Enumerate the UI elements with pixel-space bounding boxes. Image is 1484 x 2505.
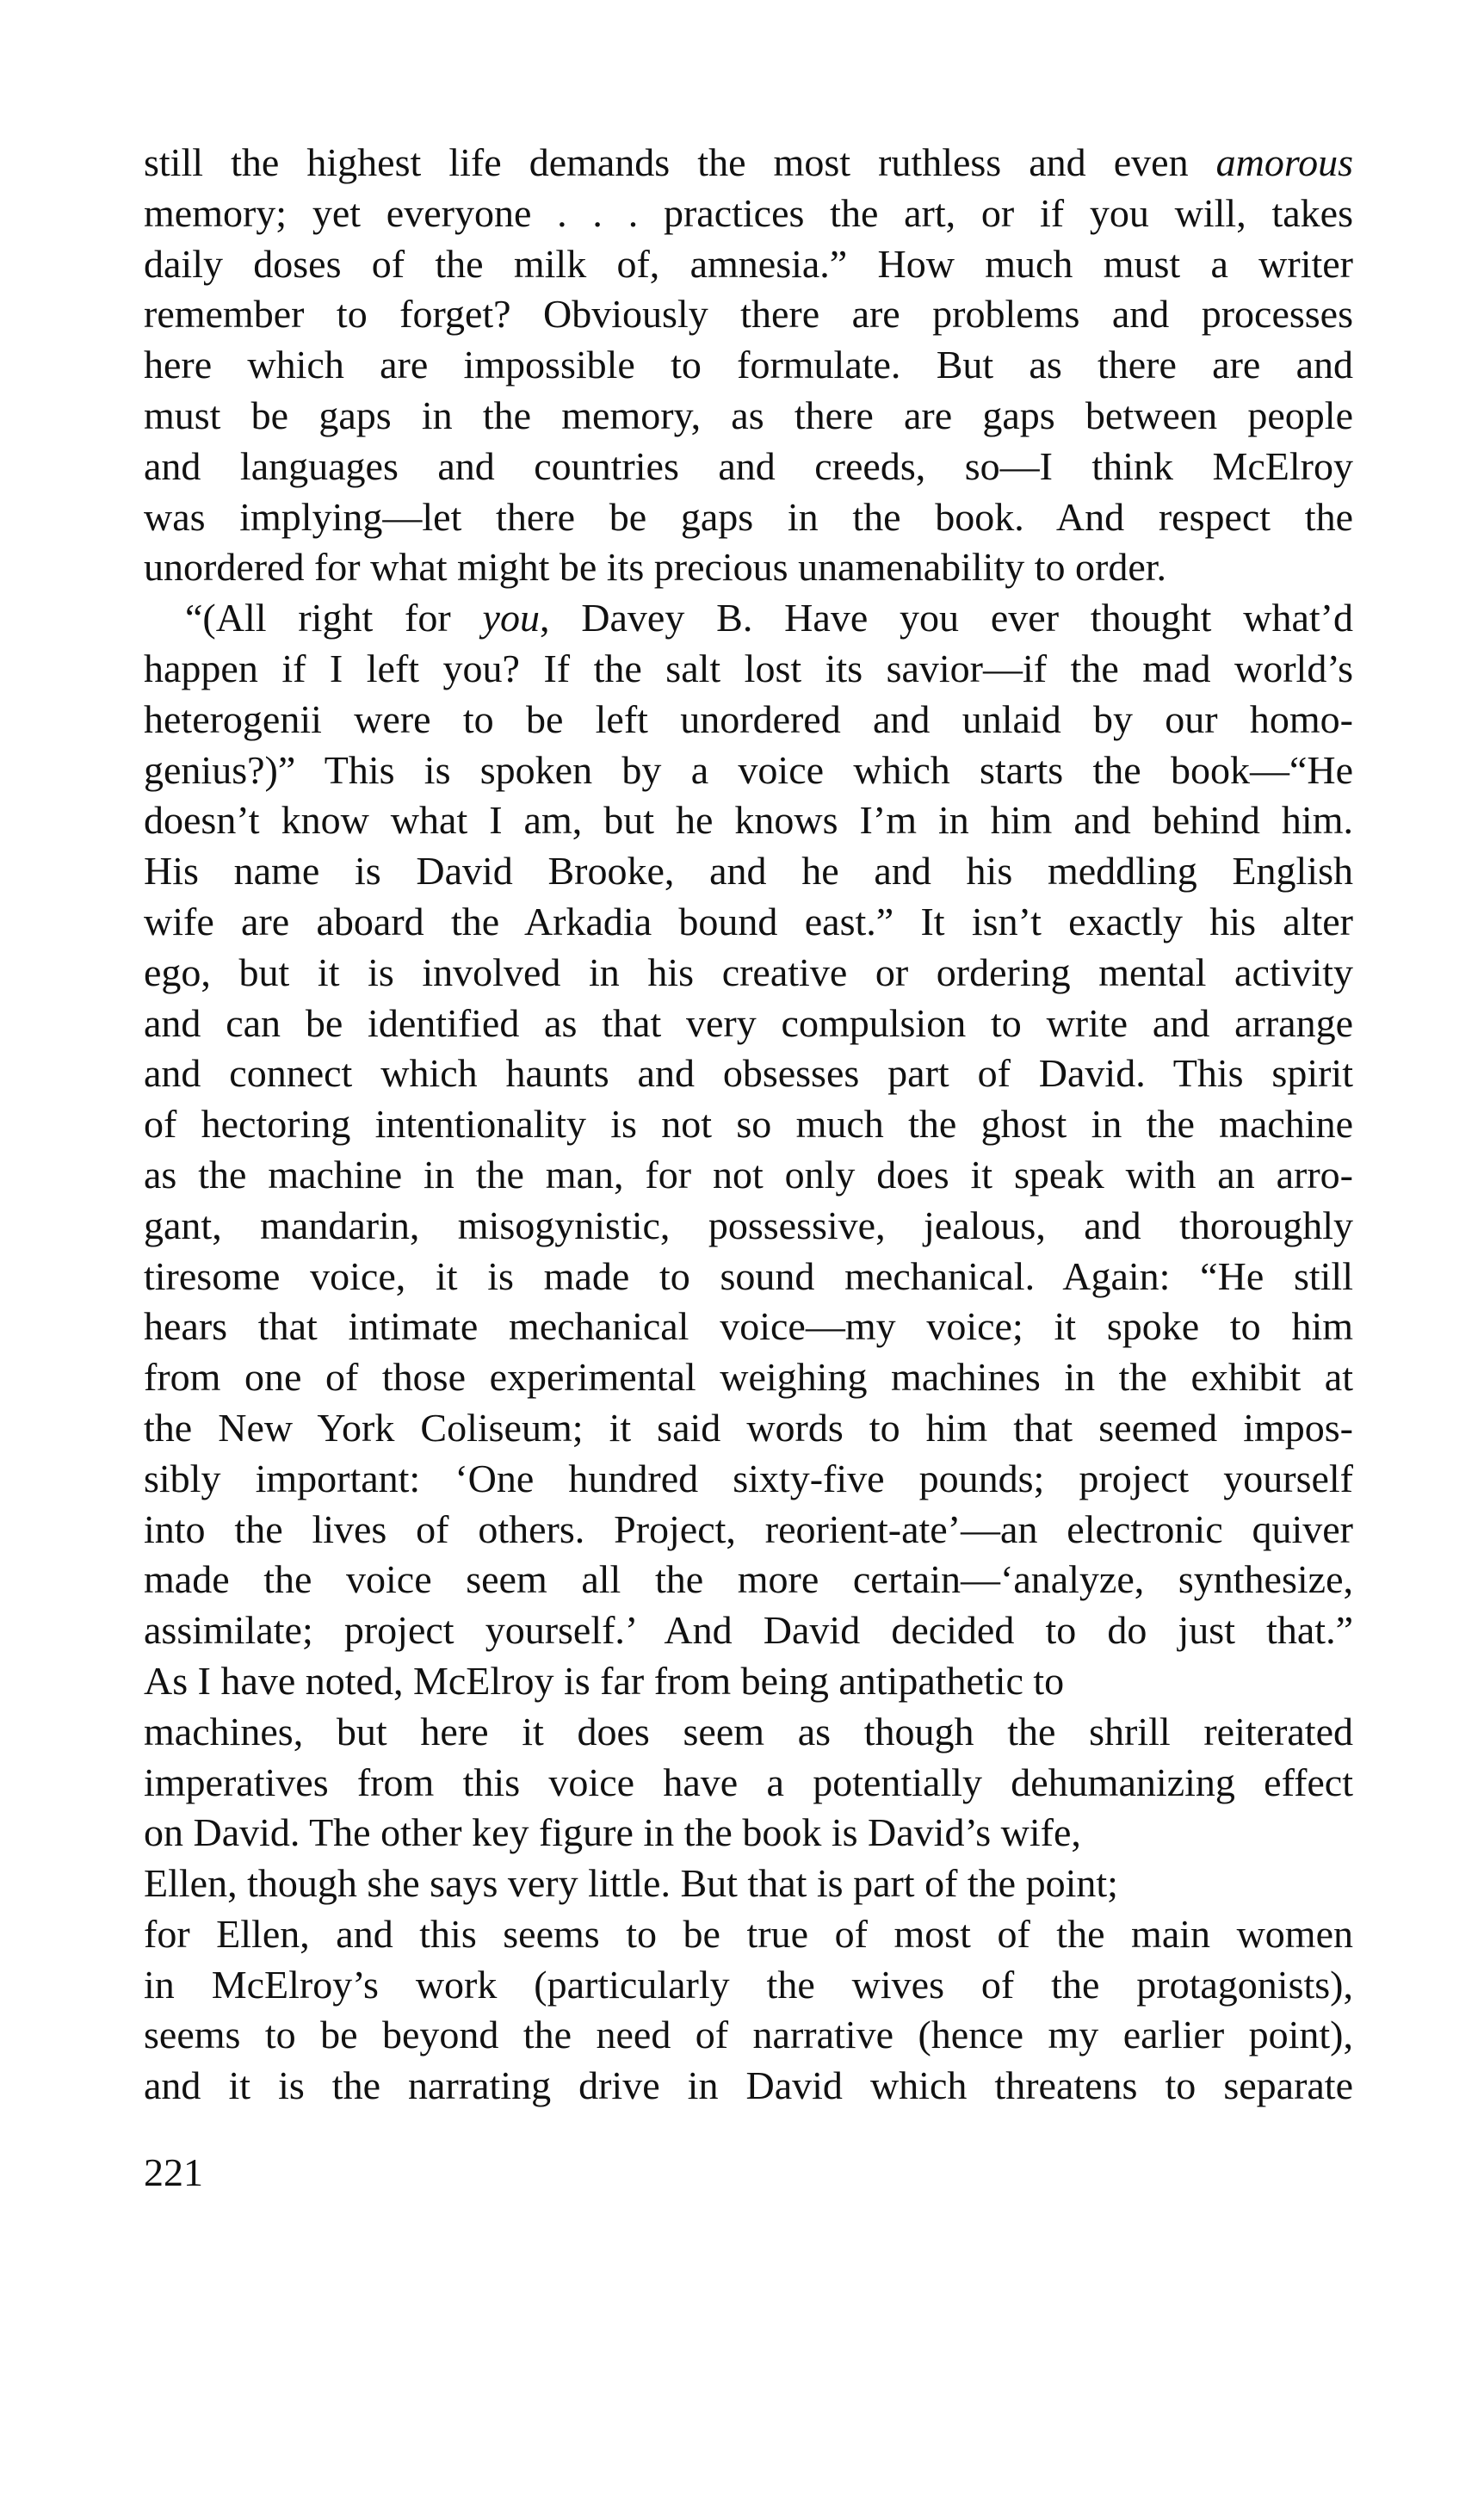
- text-line: and languages and countries and creeds, so—I think McElroy: [144, 443, 1353, 488]
- text-line: into the lives of others. Project, reorient-ate’—an electronic quiver: [144, 1506, 1353, 1551]
- text-line: as the machine in the man, for not only does it speak with an arro-: [144, 1152, 1353, 1197]
- text-line: doesn’t know what I am, but he knows I’m in him and behind him.: [144, 798, 1353, 843]
- text-line: memory; yet everyone . . . practices the art, or if you will, takes: [144, 190, 1353, 235]
- text-line: imperatives from this voice have a potentially dehumanizing effect: [144, 1760, 1353, 1804]
- text-line: assimilate; project yourself.’ And David decided to do just that.”: [144, 1608, 1353, 1653]
- text-line: was implying—let there be gaps in the book. And respect the: [144, 494, 1353, 539]
- text-line: made the voice seem all the more certain—‘analyze, synthesize,: [144, 1557, 1353, 1602]
- text-line: still the highest life demands the most ruthless and even amorous: [144, 140, 1353, 184]
- text-line: gant, mandarin, misogynistic, possessive, jealous, and thoroughly: [144, 1203, 1353, 1247]
- text-line: hears that intimate mechanical voice—my voice; it spoke to him: [144, 1304, 1353, 1349]
- text-line: and can be identified as that very compulsion to write and arrange: [144, 1000, 1353, 1045]
- text-line: for Ellen, and this seems to be true of most of the main women: [144, 1911, 1353, 1956]
- text-line: His name is David Brooke, and he and his meddling English: [144, 849, 1353, 894]
- text-line: seems to be beyond the need of narrative (hence my earlier point),: [144, 2013, 1353, 2057]
- text-line: unordered for what might be its precious unamenability to order.: [144, 545, 1167, 590]
- text-line: tiresome voice, it is made to sound mechanical. Again: “He still: [144, 1253, 1353, 1298]
- text-line: and it is the narrating drive in David which threatens to separate: [144, 2063, 1353, 2108]
- text-line: daily doses of the milk of, amnesia.” How much must a writer: [144, 241, 1353, 286]
- text-line: ego, but it is involved in his creative or ordering mental activity: [144, 949, 1353, 994]
- page-number: 221: [144, 2150, 203, 2194]
- text-line: “(All right for you, Davey B. Have you ever thought what’d: [185, 596, 1353, 640]
- text-line: wife are aboard the Arkadia bound east.” It isn’t exactly his alter: [144, 899, 1353, 943]
- text-line: happen if I left you? If the salt lost its savior—if the mad world’s: [144, 646, 1353, 690]
- text-line: of hectoring intentionality is not so much the ghost in the machine: [144, 1102, 1353, 1147]
- text-line: genius?)” This is spoken by a voice which starts the book—“He: [144, 747, 1353, 792]
- text-line: must be gaps in the memory, as there are gaps between people: [144, 393, 1353, 437]
- text-line: in McElroy’s work (particularly the wives of the protagonists),: [144, 1962, 1353, 2007]
- text-line: As I have noted, McElroy is far from being antipathetic to: [144, 1658, 1065, 1703]
- text-line: sibly important: ‘One hundred sixty-five pounds; project yourself: [144, 1456, 1353, 1500]
- body-text: [144, 138, 1353, 2112]
- text-line: remember to forget? Obviously there are problems and processes: [144, 292, 1353, 337]
- text-line: and connect which haunts and obsesses part of David. This spirit: [144, 1051, 1353, 1096]
- text-line: Ellen, though she says very little. But that is part of the point;: [144, 1861, 1118, 1906]
- text-line: here which are impossible to formulate. But as there are and: [144, 343, 1353, 387]
- text-line: heterogenii were to be left unordered and unlaid by our homo-: [144, 696, 1353, 741]
- text-line: machines, but here it does seem as though the shrill reiterated: [144, 1709, 1353, 1754]
- text-line: the New York Coliseum; it said words to him that seemed impos-: [144, 1405, 1353, 1450]
- text-line: from one of those experimental weighing machines in the exhibit at: [144, 1355, 1353, 1400]
- text-line: on David. The other key figure in the book is David’s wife,: [144, 1810, 1081, 1855]
